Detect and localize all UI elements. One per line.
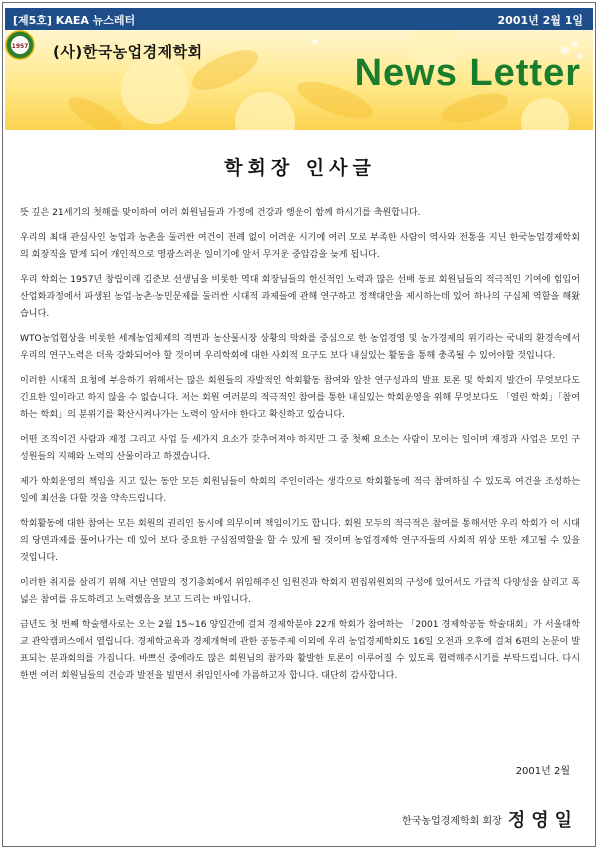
- society-logo: [5, 30, 35, 60]
- signature-title: 한국농업경제학회 회장: [402, 816, 502, 827]
- issue-label: [제5호] KAEA 뉴스레터: [13, 14, 136, 27]
- signature: [402, 806, 578, 832]
- paragraph: 이러한 시대적 요청에 부응하기 위해서는 많은 회원들의 자발적인 학회활동 참여와 알찬 연구성과의 발표 토론 및 학회지 발간이 무엇보다도 긴요한 일이라고 하지 않을 수 없습니다. 저는 회원 여러분의 적극적인 참여를 통한 내실있는 학회운영을 위해 무엇보다도 「열린 학회」「참여하는 학회」의 분위기를 확산시켜나가는 노력이 앞서야 한다고 확신하고 있습니다.: [20, 376, 580, 420]
- paragraph: 제가 학회운영의 책임을 지고 있는 동안 모든 회원님들이 학회의 주인이라는 생각으로 학회활동에 적극 참여하실 수 있도록 여건을 조성하는 일에 최선을 다할 것을 약속드립니다.: [20, 477, 580, 504]
- paragraph: 이러한 취지를 살리기 위해 지난 연말의 정기총회에서 위임해주신 임원진과 학회지 편집위원회의 구성에 있어서도 가급적 다양성을 살리고 폭넓은 참여를 유도하려고 노력했음을 보고 드리는 바입니다.: [20, 578, 580, 605]
- article-heading: 학회장 인사글: [224, 157, 376, 179]
- signature-name: 정영일: [507, 810, 578, 831]
- issue-date: 2001년 2월 1일: [497, 14, 583, 27]
- society-name: (사)한국농업경제학회: [53, 43, 203, 61]
- paragraph: 우리 학회는 1957년 창립이래 김준보 선생님을 비롯한 역대 회장님들의 헌신적인 노력과 많은 선배 동료 회원님들의 적극적인 기여에 힘입어 산업화과정에서 파생된 농업·농촌·농민문제를 둘러싼 시대적 과제들에 관해 연구하고 정책대안을 제시하는데 있어 하나의 구심체 역할을 해왔습니다.: [20, 275, 580, 319]
- paragraph: 금년도 첫 번째 학술행사로는 오는 2월 15~16 양일간에 걸쳐 경제학분야 22개 학회가 참여하는 「2001 경제학공동 학술대회」가 서울대학교 관악캠퍼스에서 열립니다. 경제학교육과 경제개혁에 관한 공동주제 이외에 우리 농업경제학회도 16일 오전과 오후에 걸쳐 6편의 논문이 발표되는 분과회의를 가집니다. 바쁘신 중에라도 많은 회원님의 참가와 활발한 토론이 이루어질 수 있도록 협력해주시기를 부탁드립니다. 다시 한번 여러 회원님들의 건승과 발전을 빌면서 취임인사에 가름하고자 합니다. 대단히 감사합니다.: [20, 620, 580, 681]
- header-banner: [5, 30, 593, 130]
- signature-date: 2001년 2월: [515, 766, 570, 777]
- header-bar: [5, 8, 593, 30]
- paragraph: 학회활동에 대한 참여는 모든 회원의 권리인 동시에 의무이며 책임이기도 합니다. 회원 모두의 적극적은 참여를 통해서만 우리 학회가 이 시대의 당면과제를 풀어나가는 데 있어 보다 중요한 구심점역할을 할 수 있게 될 것이며 농업경제학 연구자들의 사회적 위상 또한 제고될 수 있을 것입니다.: [20, 519, 580, 563]
- paragraph: 우리의 최대 관심사인 농업과 농촌을 둘러싼 여건이 전례 없이 어려운 시기에 여러 모로 부족한 사람이 역사와 전통을 지닌 한국농업경제학회의 회장직을 맡게 되어 개인적으로 영광스러운 일이기에 앞서 무거운 중압감을 늦게 됩니다.: [20, 233, 580, 260]
- newsletter-title: News Letter: [354, 52, 581, 94]
- paragraph: 뜻 깊은 21세기의 첫해를 맞이하여 여러 회원님들과 가정에 건강과 행운이 함께 하시기를 축원합니다.: [20, 208, 421, 218]
- article-body: [20, 205, 580, 693]
- logo-year: 1957: [11, 43, 29, 50]
- paragraph: 어떤 조직이건 사람과 재정 그리고 사업 등 세가지 요소가 갖추어져야 하지만 그 중 첫째 요소는 사람이 모이는 일이며 재정과 사업은 모인 구성원들의 지혜와 노력의 산물이라고 하겠습니다.: [20, 435, 580, 462]
- paragraph: WTO농업협상을 비롯한 세계농업체제의 격변과 농산물시장 상황의 악화를 중심으로 한 농업경영 및 농가경제의 위기라는 국내의 환경속에서 우리의 연구노력은 더욱 강화되어야 할 것이며 우리학회에 대한 사회적 요구도 보다 내실있는 활동을 통해 충족될 수 있어야할 것입니다.: [20, 334, 580, 361]
